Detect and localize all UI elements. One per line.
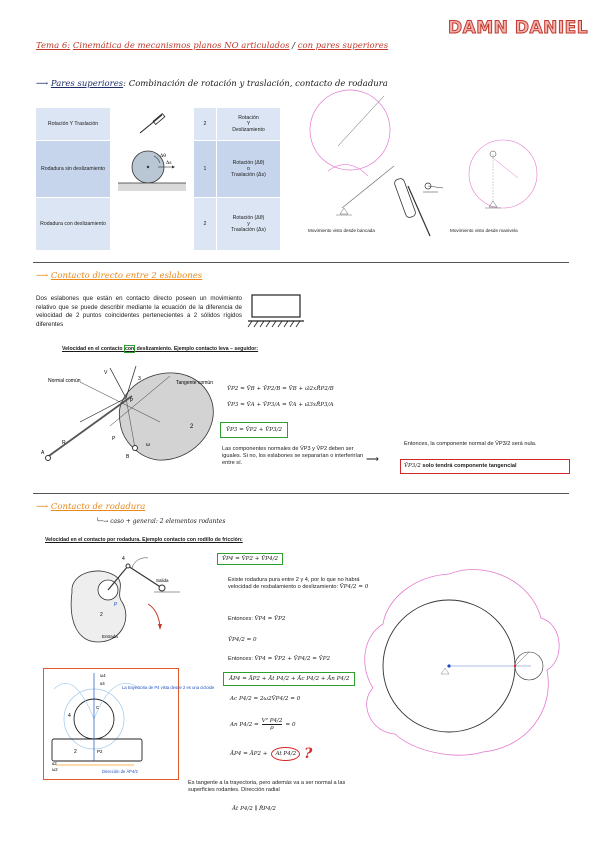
accel-final-pre: ĀP4 = ĀP2 + xyxy=(230,751,268,757)
tangent-note: Es tangente a la trayectoria, pero además va a ser normal a las superficies rodantes. Dirección radial xyxy=(188,780,346,794)
fraction-den: ρ xyxy=(270,725,274,731)
eq-boxed-relative: V̄P3 = V̄P2 + V̄P3/2 xyxy=(220,422,288,438)
fig-label-3: 3 xyxy=(138,376,141,382)
fig-label-omega: ω xyxy=(146,442,150,448)
roller-mechanism-diagram xyxy=(62,552,186,654)
fig-label-normal: Normal común xyxy=(48,378,81,384)
motion-line: Deslizamiento xyxy=(232,127,265,133)
title-sep: / xyxy=(292,41,296,51)
rolling-disk-figure xyxy=(111,141,194,198)
cam-follower-diagram xyxy=(40,362,218,470)
a2-label: α2 xyxy=(52,761,57,766)
table-row xyxy=(36,198,281,251)
fig-label-p2: P xyxy=(112,436,116,442)
sliding-disk-figure xyxy=(111,198,194,251)
contacto-body: Dos eslabones que están en contacto directo poseen un movimiento relativo que se puede describir mediante la ecuación de la diferencia de velocidad de 2 puntos coincidentes pertenecientes a 2 sólidos rígidos diferentes xyxy=(36,295,242,328)
logo: DAMN DANIEL xyxy=(448,18,589,38)
arrow-icon: ⟶ xyxy=(36,502,49,512)
divider xyxy=(33,493,569,494)
pen-figure xyxy=(111,108,194,141)
subtitle-post: deslizamiento. Ejemplo contacto leva – seguidor: xyxy=(135,346,259,352)
fixed-link-icon xyxy=(248,293,306,329)
theme-label: Tema 6: xyxy=(36,41,71,51)
subtitle-pre: Velocidad en el contacto xyxy=(62,346,124,352)
pair-count: 2 xyxy=(194,108,217,141)
motion-line: Rotación xyxy=(238,115,259,121)
p-label: P xyxy=(114,602,118,608)
pares-desc: : Combinación de rotación y traslación, contacto de rodadura xyxy=(123,79,388,89)
arrow-icon: ⟶ xyxy=(36,271,49,281)
fig-label-2: 2 xyxy=(190,424,194,430)
pair-type: Rodadura con deslizamiento xyxy=(36,198,111,251)
pairs-table xyxy=(35,107,281,251)
pares-heading: Pares superiores xyxy=(50,79,124,89)
motion-line: y xyxy=(247,221,250,227)
fig-label-v: V xyxy=(104,370,108,376)
section-contacto-rodadura xyxy=(36,502,145,512)
fig-label-r: R xyxy=(62,440,66,446)
w4-label: ω4 xyxy=(100,673,106,678)
section-pares-superiores xyxy=(36,79,388,89)
entonces-eq: V̄P4 = V̄P2 xyxy=(254,616,286,622)
entrada-label: Entrada xyxy=(102,634,118,639)
motion-line: Rotación (Δθ) xyxy=(232,215,265,221)
corner-arrow-icon: └─→ xyxy=(96,518,109,525)
accel-circled: At P4/2 xyxy=(271,747,300,761)
fig-label-b: B xyxy=(126,454,130,460)
page-title xyxy=(36,41,388,51)
p42-eq: V̄P4/2 = 0 xyxy=(228,637,257,643)
subtitle-box: con xyxy=(124,346,135,352)
fig-label-a: A xyxy=(41,450,45,456)
pair-motion xyxy=(217,108,281,141)
n2-label: 2 xyxy=(74,749,77,755)
eq-vp2: V̄P2 = V̄B + V̄P2/B = V̄B + ω̄2xR̄P2/B xyxy=(227,386,334,392)
motion-line: Y xyxy=(246,121,251,127)
n4-label: 4 xyxy=(122,556,125,562)
caption-manivela: Movimiento visto desde manivela xyxy=(450,228,518,233)
roller-detail-diagram xyxy=(44,669,215,779)
tangential-var: V̄P3/2 xyxy=(404,463,421,469)
question-mark: ? xyxy=(304,746,313,762)
pair-count: 2 xyxy=(194,198,217,251)
then-note: Entonces, la componente normal de V̄P3/2 será nula. xyxy=(404,441,537,447)
c-label: C xyxy=(96,705,100,710)
p2-label: P2 xyxy=(97,749,103,754)
roller-detail-frame xyxy=(43,668,215,780)
normal-acc-lhs: An P4/2 = xyxy=(230,721,259,728)
entonces-label: Entonces: xyxy=(228,656,253,662)
caption-bancada: Movimiento visto desde bancada xyxy=(308,228,375,233)
pair-type: Rotación Y Traslación xyxy=(36,108,111,141)
entonces-label: Entonces: xyxy=(228,616,253,622)
section-contacto-directo xyxy=(36,271,202,281)
final-eq: Āt P4/2 ∥ R̄P4/2 xyxy=(232,806,276,812)
sub-note-text: caso + general: 2 elementos rodantes xyxy=(110,518,226,525)
motion-line: Rotación (Δθ) xyxy=(232,160,265,166)
title-rest: con pares superiores xyxy=(297,41,389,51)
cycloid-diagram xyxy=(355,562,569,762)
tangential-box xyxy=(400,459,570,474)
motion-line: Traslación (Δs) xyxy=(231,172,266,178)
entonces-eq: V̄P4 = V̄P2 + V̄P4/2 = V̄P2 xyxy=(254,656,331,662)
rodadura-heading: Contacto de rodadura xyxy=(50,502,146,512)
crank-slider-diagram xyxy=(298,96,570,242)
entonces-2 xyxy=(228,656,330,663)
exists-eq: V̄P4/2 = 0 xyxy=(339,584,369,591)
entonces-1 xyxy=(228,616,285,623)
contacto-heading: Contacto directo entre 2 eslabones xyxy=(50,271,203,281)
normals-note: Las componentes normales de V̄P3 y V̄P2 deben ser iguales. Si no, los eslabones se separarían o interferirían entre sí. xyxy=(222,446,364,467)
divider xyxy=(33,262,569,263)
pair-motion xyxy=(217,141,281,198)
ds-label: Δs xyxy=(166,161,172,166)
eq-normal-acc xyxy=(230,718,296,731)
tangential-text: solo tendrá componente tangencial xyxy=(420,463,517,469)
table-row xyxy=(36,141,281,198)
pair-count: 1 xyxy=(194,141,217,198)
dtheta-label: Δθ xyxy=(160,154,166,159)
contacto-subtitle xyxy=(62,346,258,352)
normal-acc-rhs: = 0 xyxy=(285,721,296,728)
title-main: Cinemática de mecanismos planos NO articulados xyxy=(72,41,290,51)
w2-label: ω2 xyxy=(52,767,58,772)
salida-label: Salida xyxy=(156,578,169,583)
traj-label: La trayectoria de P4 vista desde 2 es una cicloide xyxy=(122,685,215,690)
motion-line: o xyxy=(247,166,250,172)
arrow-right-icon: ⟶ xyxy=(366,454,379,464)
fraction-num: V² P4/2 xyxy=(261,718,283,724)
dir-label: Dirección de ĀP4/2 xyxy=(102,769,138,774)
pair-type: Rodadura sin deslizamiento xyxy=(36,141,111,198)
eq-accel-boxed: ĀP4 = ĀP2 + Āt P4/2 + Āc P4/2 + Ān P4/2 xyxy=(223,672,355,686)
arrow-icon: ⟶ xyxy=(36,79,49,89)
rodadura-subtitle: Velocidad en el contacto por rodadura. Ejemplo contacto con rodillo de fricción: xyxy=(45,537,243,543)
pair-motion xyxy=(217,198,281,251)
motion-line: Traslación (Δs) xyxy=(231,227,266,233)
fig-label-p3: P xyxy=(130,398,134,404)
fraction xyxy=(262,718,283,731)
fig-label-tangente: Tangente común xyxy=(176,380,213,386)
n2-label: 2 xyxy=(100,612,103,618)
eq-coriolis: Ac P4/2 = 2ω2V̄P4/2 = 0 xyxy=(230,696,301,702)
table-row xyxy=(36,108,281,141)
eq-rolling-boxed: V̄P4 = V̄P2 + V̄P4/2 xyxy=(217,553,283,565)
eq-accel-final xyxy=(230,746,312,762)
rodadura-sub-note xyxy=(96,518,225,525)
a4-label: α4 xyxy=(100,681,105,686)
exists-text: Existe rodadura pura entre 2 y 4, por lo que no habrá velocidad de resbalamiento o deslizamiento: xyxy=(228,577,360,591)
n4-label: 4 xyxy=(68,713,71,719)
eq-vp3: V̄P3 = V̄A + V̄P3/A = V̄A + ω̄3xR̄P3/A xyxy=(227,402,334,408)
